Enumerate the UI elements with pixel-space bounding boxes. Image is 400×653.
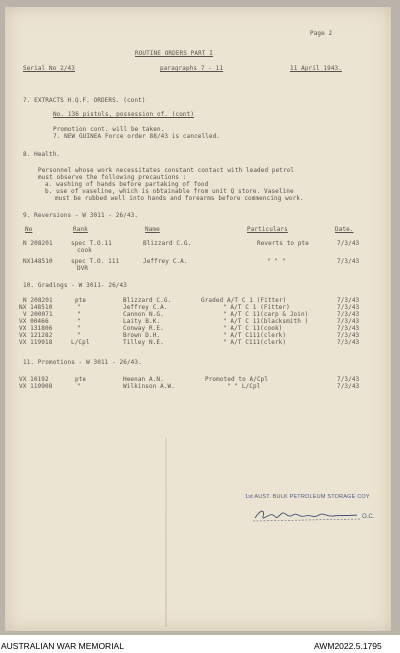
row-no: VX 10192: [19, 376, 49, 383]
row-date: 7/3/43: [337, 297, 360, 304]
row-date: 7/3/43: [337, 332, 360, 339]
section-10-heading: 10. Gradings - W 3011- 26/43: [23, 282, 127, 289]
footer-accession-number: AWM2022.5.1795: [314, 641, 382, 651]
row-date: 7/3/43: [337, 258, 360, 265]
row-rank: pte: [75, 297, 87, 304]
section-7-subheading: No. 136 pistols, possession of. (cont): [53, 111, 195, 118]
row-name: Cannon N.G.: [123, 311, 164, 318]
column-header-rank: Rank: [73, 226, 88, 233]
row-particulars: " " L/Cpl: [227, 383, 261, 390]
row-date: 7/3/43: [337, 240, 360, 247]
row-name: Jeffrey C.A.: [123, 304, 168, 311]
row-particulars: " A/T C 11(carp & Join): [223, 311, 309, 318]
signature: [253, 507, 363, 523]
section-8-line-2: must observe the following precautions :: [38, 174, 187, 181]
row-rank: ": [77, 304, 81, 311]
row-particulars: " " ": [267, 258, 286, 265]
row-name: Wilkinson A.W.: [123, 383, 175, 390]
row-no: V 200071: [23, 311, 53, 318]
row-date: 7/3/43: [337, 383, 360, 390]
row-name: Heenan A.N.: [123, 376, 164, 383]
section-7-line-2: 7. NEW GUINEA Force order 88/43 is cancelled.: [53, 133, 221, 140]
row-particulars: " A/T C111(clerk): [223, 339, 287, 346]
page-number: Page 2: [310, 30, 333, 37]
section-8-heading: 8. Health.: [23, 151, 61, 158]
row-particulars: " A/T C111(clerk): [223, 332, 287, 339]
row-name: Blizzard C.G.: [143, 240, 192, 247]
document-date: 11 April 1943.: [290, 65, 342, 72]
document-page: [5, 7, 391, 631]
row-no: NX 148510: [19, 304, 53, 311]
row-no: VX 131806: [19, 325, 53, 332]
row-no: NX148510: [23, 258, 53, 265]
serial-number: Serial No 2/43: [23, 65, 75, 72]
row-no: VX 121282: [19, 332, 53, 339]
row-rank: ": [77, 332, 81, 339]
row-date: 7/3/43: [337, 325, 360, 332]
row-date: 7/3/43: [337, 339, 360, 346]
row-particulars: Promoted to A/Cpl: [205, 376, 269, 383]
row-rank: pte: [75, 376, 87, 383]
row-date: 7/3/43: [337, 311, 360, 318]
column-header-particulars: Particulars: [247, 226, 288, 233]
row-no: VX 119908: [19, 383, 53, 390]
row-rank: L/Cpl: [71, 339, 90, 346]
row-particulars: " A/T C 11(blacksmith ): [223, 318, 309, 325]
row-rank: spec T.O. 111: [71, 258, 120, 265]
row-name: Laity B.K.: [123, 318, 161, 325]
row-rank-detail: DVR: [77, 265, 89, 272]
row-particulars: " A/T C 11(cook): [223, 325, 283, 332]
row-name: Brown D.H.: [123, 332, 161, 339]
row-rank-detail: cook: [77, 247, 92, 254]
row-no: VX 119918: [19, 339, 53, 346]
document-title: ROUTINE ORDERS PART I: [135, 50, 213, 57]
row-rank: ": [77, 311, 81, 318]
row-no: VX 00466: [19, 318, 49, 325]
row-date: 7/3/43: [337, 304, 360, 311]
row-date: 7/3/43: [337, 376, 360, 383]
row-particulars: Graded A/T C 1 (Fitter): [201, 297, 287, 304]
paper-crease: [165, 437, 167, 627]
section-8-line-3: a. washing of hands before partaking of food: [45, 181, 209, 188]
row-no: N 208201: [23, 297, 53, 304]
section-8-line-5: must be rubbed well into hands and forearms before commencing work.: [55, 195, 304, 202]
officer-commanding-label: O.C.: [362, 514, 375, 520]
row-name: Tilley N.E.: [123, 339, 164, 346]
section-8-line-4: b. use of vaseline, which is obtainable from unit Q store. Vaseline: [45, 188, 294, 195]
row-particulars: " A/T C 1 (Fitter): [223, 304, 290, 311]
row-date: 7/3/43: [337, 318, 360, 325]
row-no: N 208201: [23, 240, 53, 247]
column-header-name: Name: [145, 226, 160, 233]
section-7-heading: 7. EXTRACTS H.Q.F. ORDERS. (cont): [23, 97, 146, 104]
row-name: Conway R.E.: [123, 325, 164, 332]
row-rank: ": [77, 383, 81, 390]
section-11-heading: 11. Promotions - W 3011 - 26/43.: [23, 359, 142, 366]
unit-stamp: 1st AUST. BULK PETROLEUM STORAGE COY.: [245, 494, 371, 500]
footer-institution: AUSTRALIAN WAR MEMORIAL: [1, 641, 124, 651]
section-7-line-1: Promotion cont. will be taken.: [53, 126, 165, 133]
row-name: Blizzard C.G.: [123, 297, 172, 304]
column-header-date: Date.: [335, 226, 354, 233]
column-header-no: No: [25, 226, 33, 233]
section-8-line-1: Personnel whose work necessitates constant contact with leaded petrol: [38, 167, 295, 174]
section-9-heading: 9. Reversions - W 3011 - 26/43.: [23, 212, 139, 219]
row-name: Jeffrey C.A.: [143, 258, 188, 265]
row-rank: spec T.O.11: [71, 240, 112, 247]
row-particulars: Reverts to pte: [257, 240, 309, 247]
row-rank: ": [77, 318, 81, 325]
row-rank: ": [77, 325, 81, 332]
paragraph-range: paragraphs 7 - 11: [160, 65, 224, 72]
